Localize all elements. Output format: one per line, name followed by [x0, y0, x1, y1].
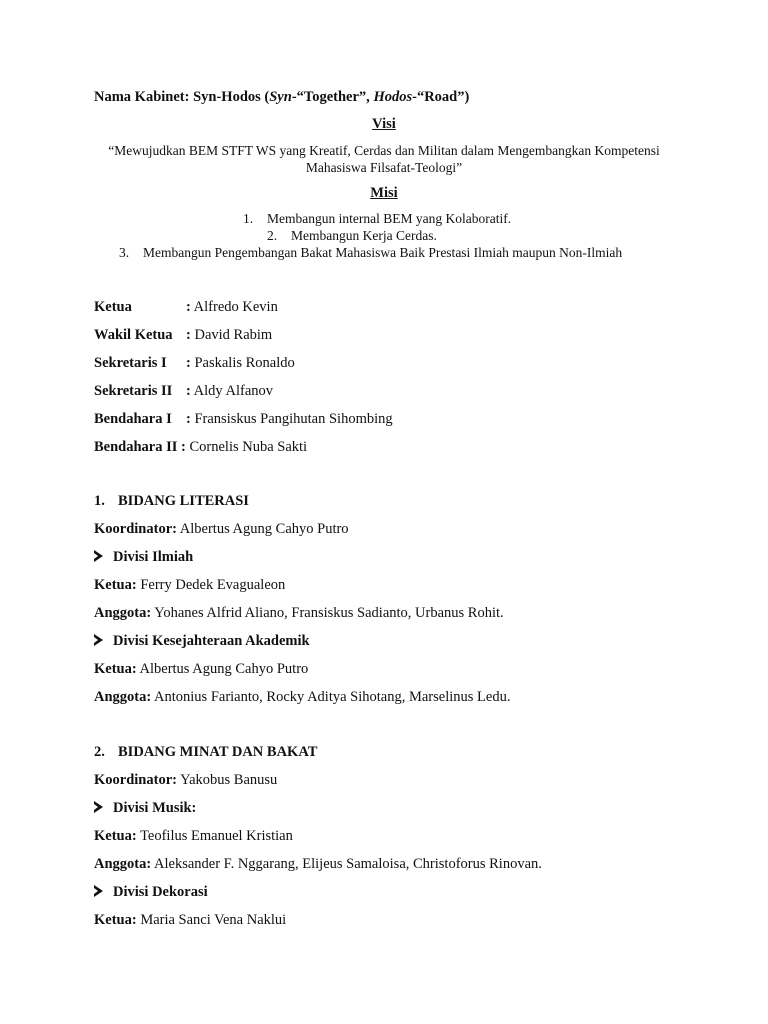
bidang-2-divisi-1-ketua: Ketua: Teofilus Emanuel Kristian — [94, 828, 293, 844]
bidang-1-divisi-2-ketua: Ketua: Albertus Agung Cahyo Putro — [94, 661, 309, 677]
officer-ketua: Ketua : Alfredo Kevin — [94, 299, 278, 315]
title-hodos-meaning: -“Road”) — [412, 89, 470, 105]
title-hodos: Hodos — [373, 89, 413, 105]
bidang-1-divisi-1: Divisi Ilmiah — [94, 548, 193, 566]
officer-wakil-ketua: Wakil Ketua : David Rabim — [94, 327, 273, 343]
bidang-2-divisi-2-ketua: Ketua: Maria Sanci Vena Naklui — [94, 912, 287, 928]
title-syn: Syn — [269, 89, 292, 105]
arrow-bullet-icon — [94, 801, 103, 813]
officer-sekretaris-2: Sekretaris II : Aldy Alfanov — [94, 383, 274, 399]
visi-line-2: Mahasiswa Filsafat-Teologi” — [305, 160, 463, 175]
cabinet-title — [94, 88, 469, 106]
officer-sekretaris-1: Sekretaris I : Paskalis Ronaldo — [94, 355, 295, 371]
misi-item-3: 3. Membangun Pengembangan Bakat Mahasiswa Baik Prestasi Ilmiah maupun Non-Ilmiah — [119, 245, 623, 260]
bidang-1-divisi-2-anggota: Anggota: Antonius Farianto, Rocky Aditya Sihotang, Marselinus Ledu. — [94, 689, 511, 705]
visi-heading: Visi — [372, 116, 396, 132]
bidang-1-divisi-1-ketua: Ketua: Ferry Dedek Evagualeon — [94, 577, 286, 593]
misi-item-2: 2. Membangun Kerja Cerdas. — [267, 228, 437, 243]
title-syn-meaning: -“Together”, — [291, 89, 374, 105]
bidang-1-divisi-2: Divisi Kesejahteraan Akademik — [94, 632, 310, 650]
bidang-1-divisi-1-anggota: Anggota: Yohanes Alfrid Aliano, Fransiskus Sadianto, Urbanus Rohit. — [94, 605, 504, 621]
misi-item-1: 1. Membangun internal BEM yang Kolaboratif. — [243, 211, 512, 226]
arrow-bullet-icon — [94, 885, 103, 897]
bidang-2-divisi-1: Divisi Musik: — [94, 799, 196, 817]
visi-line-1: “Mewujudkan BEM STFT WS yang Kreatif, Cerdas dan Militan dalam Mengembangkan Kompetensi — [108, 143, 660, 158]
bidang-2-divisi-2: Divisi Dekorasi — [94, 883, 208, 901]
arrow-bullet-icon — [94, 634, 103, 646]
misi-heading: Misi — [370, 185, 398, 201]
bidang-1-heading: 1. BIDANG LITERASI — [94, 493, 249, 509]
bidang-2-koordinator: Koordinator: Yakobus Banusu — [94, 772, 278, 788]
bidang-2-heading: 2. BIDANG MINAT DAN BAKAT — [94, 744, 318, 760]
arrow-bullet-icon — [94, 550, 103, 562]
bidang-1-koordinator: Koordinator: Albertus Agung Cahyo Putro — [94, 521, 349, 537]
title-prefix: Nama Kabinet: Syn-Hodos ( — [94, 89, 270, 105]
bidang-2-divisi-1-anggota: Anggota: Aleksander F. Nggarang, Elijeus Samaloisa, Christoforus Rinovan. — [94, 856, 542, 872]
officer-bendahara-2: Bendahara II : Cornelis Nuba Sakti — [94, 439, 308, 455]
officer-bendahara-1: Bendahara I : Fransiskus Pangihutan Sihombing — [94, 411, 393, 427]
